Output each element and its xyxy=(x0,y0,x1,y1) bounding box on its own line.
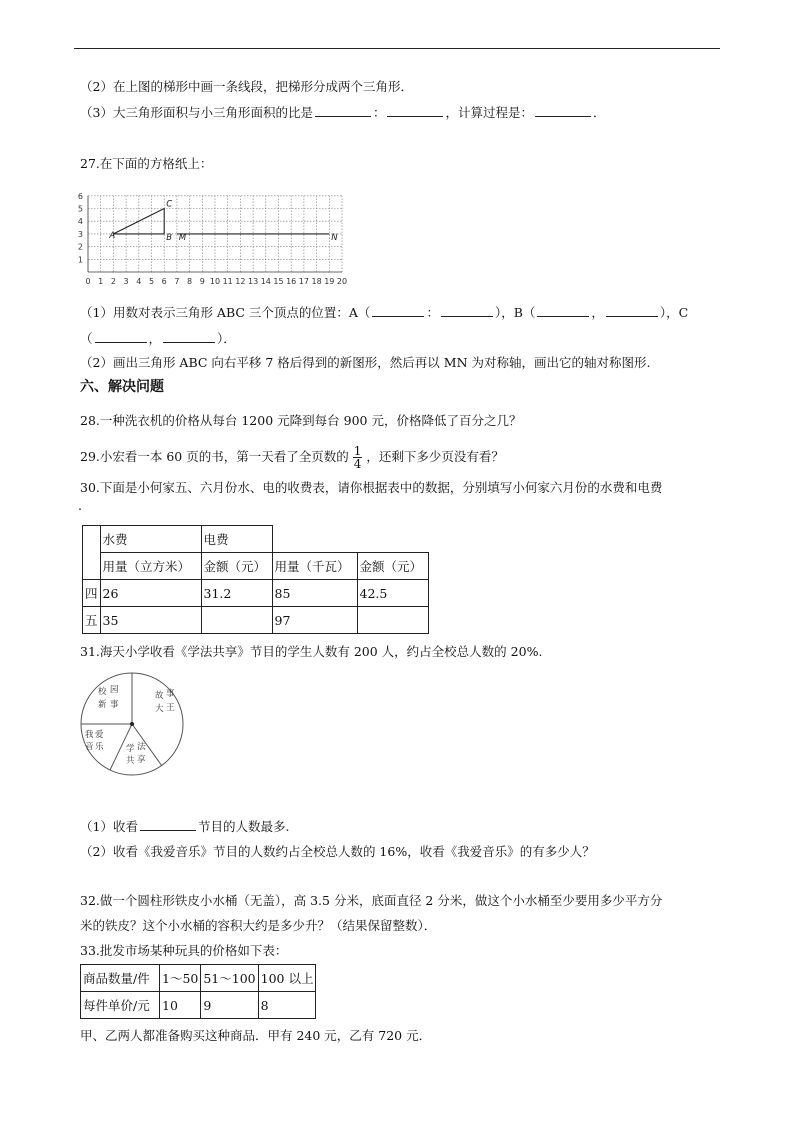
q31-part1-end: 节目的人数最多. xyxy=(197,819,290,834)
denominator: 4 xyxy=(353,457,362,471)
y-tick-label: 1 xyxy=(77,255,83,265)
table-row xyxy=(81,965,316,992)
row-label: 五 xyxy=(83,607,101,634)
point-label: B xyxy=(166,232,173,243)
point-label: N xyxy=(331,232,338,243)
x-tick-label: 12 xyxy=(235,277,246,286)
answer-blank[interactable] xyxy=(441,304,493,317)
paren: （ xyxy=(80,331,93,346)
comma: ， xyxy=(591,305,604,320)
water-header: 水费 xyxy=(100,526,201,553)
paren: ）． xyxy=(217,331,236,346)
grid-paper-figure xyxy=(76,186,346,290)
pie-label-char: 大 xyxy=(155,704,164,714)
answer-blank[interactable] xyxy=(140,818,196,831)
pie-label-char: 故 xyxy=(155,691,164,701)
row-label: 四 xyxy=(83,580,101,607)
table-cell: 35 xyxy=(100,607,201,634)
table-row xyxy=(81,992,316,1019)
q27-b-label: ），B（ xyxy=(494,305,536,320)
q27-part1-text: （1）用数对表示三角形 ABC 三个顶点的位置：A（ xyxy=(80,305,371,320)
q26-part3-mid: ，计算过程是： xyxy=(445,105,533,120)
header-rule xyxy=(74,48,720,49)
q27-part1 xyxy=(80,304,688,322)
x-tick-label: 4 xyxy=(136,277,142,286)
point-label: A xyxy=(109,230,116,241)
x-tick-label: 19 xyxy=(324,277,335,286)
colon: ： xyxy=(372,105,386,120)
q26-part3-text: （3）大三角形面积与小三角形面积的比是 xyxy=(80,105,313,120)
x-tick-label: 14 xyxy=(260,277,271,286)
y-tick-label: 6 xyxy=(77,191,83,201)
x-tick-label: 10 xyxy=(209,277,221,286)
q27-c-label: ），C xyxy=(659,305,689,320)
pie-label-char: 音 xyxy=(85,742,94,752)
q26-part2: （2）在上图的梯形中画一条线段，把梯形分成两个三角形． xyxy=(80,79,413,94)
numerator: 1 xyxy=(353,444,362,458)
x-tick-label: 20 xyxy=(336,277,348,286)
section-heading: 六、解决问题 xyxy=(80,379,164,395)
table-cell: 31.2 xyxy=(201,580,272,607)
x-tick-label: 13 xyxy=(248,277,259,286)
table-cell: 9 xyxy=(201,992,258,1019)
col-header: 金额（元） xyxy=(201,553,272,580)
table-row xyxy=(83,580,429,607)
period: ． xyxy=(593,105,606,120)
x-tick-label: 2 xyxy=(110,277,116,286)
elec-header: 电费 xyxy=(201,526,272,553)
pie-label-char: 事 xyxy=(110,700,119,710)
q31-part1 xyxy=(80,818,289,836)
q33-title: 33.批发市场某种玩具的价格如下表： xyxy=(80,943,288,958)
x-tick-label: 5 xyxy=(148,277,155,286)
fraction xyxy=(353,445,363,470)
q26-part3 xyxy=(80,104,606,122)
pie-label-char: 我 xyxy=(85,730,94,740)
table-cell: 51～100 xyxy=(201,965,258,992)
q31-part1-text: （1）收看 xyxy=(80,819,138,834)
pie-label-char: 学 xyxy=(126,744,135,754)
q31-text: 31.海天小学收看《学法共享》节目的学生人数有 200 人，约占全校总人数的 20%. xyxy=(80,644,543,659)
table-cell: 42.5 xyxy=(357,580,428,607)
pie-label-char: 乐 xyxy=(95,742,104,752)
q31-part2: （2）收看《我爱音乐》节目的人数约占全校总人数的 16%，收看《我爱音乐》的有多少人？ xyxy=(80,844,595,859)
q29-text-end: ，还剩下多少页没有看？ xyxy=(366,449,504,464)
x-tick-label: 9 xyxy=(199,277,205,286)
pie-chart xyxy=(76,672,188,778)
pie-label-char: 事 xyxy=(166,689,175,699)
y-tick-label: 5 xyxy=(77,204,83,214)
table-cell: 97 xyxy=(272,607,357,634)
x-tick-label: 6 xyxy=(161,277,167,286)
answer-blank[interactable] xyxy=(95,330,147,343)
x-tick-label: 18 xyxy=(311,277,322,286)
q27-title: 27.在下面的方格纸上： xyxy=(80,156,213,171)
point-label: C xyxy=(166,199,173,210)
y-tick-label: 4 xyxy=(77,217,83,227)
answer-blank[interactable] xyxy=(606,304,658,317)
y-tick-label: 2 xyxy=(77,242,83,252)
table-cell: 85 xyxy=(272,580,357,607)
answer-blank[interactable] xyxy=(372,304,424,317)
corner-cell xyxy=(83,526,101,580)
x-tick-label: 8 xyxy=(187,277,193,286)
answer-blank[interactable] xyxy=(535,104,591,117)
table-cell: 26 xyxy=(100,580,201,607)
table-cell: 商品数量/件 xyxy=(81,965,160,992)
q32-line1: 32.做一个圆柱形铁皮小水桶（无盖），高 3.5 分米，底面直径 2 分米，做这个小水桶至少要用多少平方分 xyxy=(80,893,663,908)
table-cell: 8 xyxy=(258,992,316,1019)
q28: 28.一种洗衣机的价格从每台 1200 元降到每台 900 元，价格降低了百分之几？ xyxy=(80,413,522,428)
q32-line2: 米的铁皮？这个小水桶的容积大约是多少升？（结果保留整数）． xyxy=(80,918,437,933)
table-cell[interactable] xyxy=(357,607,428,634)
answer-blank[interactable] xyxy=(387,104,443,117)
pie-label-char: 园 xyxy=(110,685,119,695)
answer-blank[interactable] xyxy=(163,330,215,343)
q29 xyxy=(80,442,504,472)
x-tick-label: 3 xyxy=(123,277,129,286)
pie-center xyxy=(130,722,134,726)
x-tick-label: 15 xyxy=(273,277,284,286)
answer-blank[interactable] xyxy=(315,104,371,117)
x-tick-label: 0 xyxy=(85,277,91,286)
col-header: 用量（千瓦） xyxy=(272,553,357,580)
pie-label-char: 共 xyxy=(126,756,135,766)
q30-dot: . xyxy=(78,498,82,513)
pie-label-char: 法 xyxy=(137,742,146,752)
price-table xyxy=(80,964,316,1019)
pie-label-char: 王 xyxy=(166,703,175,713)
q27-part1-line2 xyxy=(80,330,236,348)
y-tick-label: 3 xyxy=(77,229,83,239)
x-tick-label: 1 xyxy=(98,277,104,286)
table-cell: 每件单价/元 xyxy=(81,992,160,1019)
answer-blank[interactable] xyxy=(537,304,589,317)
x-tick-label: 11 xyxy=(222,277,233,286)
x-tick-label: 7 xyxy=(174,277,180,286)
col-header: 用量（立方米） xyxy=(100,553,201,580)
q27-part2: （2）画出三角形 ABC 向右平移 7 格后得到的新图形，然后再以 MN 为对称轴，画出它的轴对称图形. xyxy=(80,355,651,370)
x-tick-label: 16 xyxy=(286,277,297,286)
point-label: M xyxy=(178,232,187,243)
pie-label-char: 爱 xyxy=(95,730,104,740)
colon: ： xyxy=(426,305,439,320)
utility-table xyxy=(82,525,429,634)
col-header: 金额（元） xyxy=(357,553,428,580)
q29-text: 29.小宏看一本 60 页的书，第一天看了全页数的 xyxy=(80,449,349,464)
pie-label-char: 新 xyxy=(98,700,107,710)
q33-footer: 甲、乙两人都准备购买这种商品．甲有 240 元，乙有 720 元． xyxy=(80,1028,432,1043)
pie-label-char: 享 xyxy=(137,755,146,765)
comma: ， xyxy=(148,331,162,346)
q30-text: 30.下面是小何家五、六月份水、电的收费表，请你根据表中的数据，分别填写小何家六月份的水费和电费 xyxy=(80,480,663,495)
table-cell: 100 以上 xyxy=(258,965,316,992)
table-cell: 10 xyxy=(160,992,201,1019)
table-cell: 1～50 xyxy=(160,965,201,992)
x-tick-label: 17 xyxy=(298,277,309,286)
pie-label-char: 校 xyxy=(98,687,107,697)
table-cell[interactable] xyxy=(201,607,272,634)
table-row xyxy=(83,607,429,634)
